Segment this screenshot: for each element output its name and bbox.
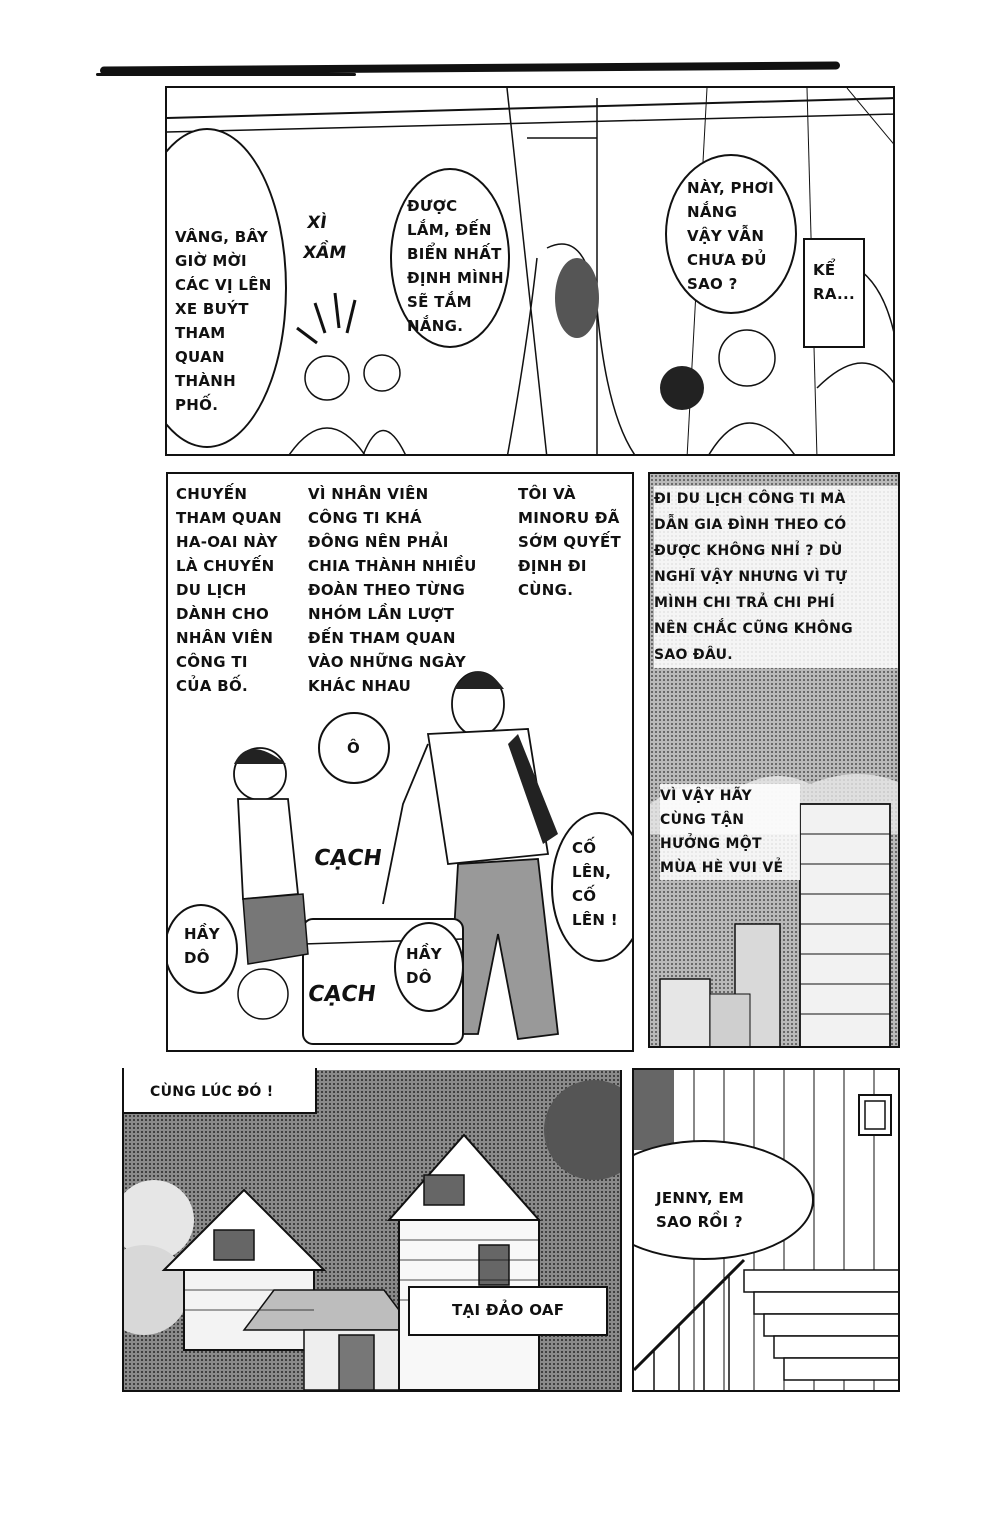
cach-sfx-bottom: CẠCH	[306, 982, 378, 1007]
co-len-speech-text: CỐ LÊN, CỐ LÊN !	[572, 839, 618, 929]
narration-bottom-text: VÌ VẬY HÃY CÙNG TẬN HƯỞNG MỘT MÙA HÈ VUI VẺ	[660, 784, 800, 880]
hay-do-mid-text: HẦY DÔ	[406, 945, 442, 987]
question-speech-text: NÀY, PHƠI NẮNG VẬY VẪN CHƯA ĐỦ SAO ?	[687, 179, 774, 293]
panel-house-interior	[632, 1068, 900, 1392]
cach-sfx-top: CẠCH	[312, 846, 384, 871]
panel-city-skyline	[648, 472, 900, 1048]
narration-column-3: TÔI VÀ MINORU ĐÃ SỚM QUYẾT ĐỊNH ĐI CÙNG.	[518, 485, 622, 599]
top-brush-stroke-thin	[96, 73, 356, 76]
caption-ke-ra-text: KỂ RA...	[813, 261, 856, 303]
hay-do-left-text: HẦY DÔ	[184, 925, 220, 967]
narration-column-2: VÌ NHÂN VIÊN CÔNG TI KHÁ ĐÔNG NÊN PHẢI CHIA THÀNH NHIỀU ĐOÀN THEO TỪNG NHÓM LẦN LƯỢT ĐẾN THAM QUAN VÀO NHỮNG NGÀY KHÁC NHAU	[308, 485, 477, 695]
caption-location-text: TẠI ĐẢO OAF	[452, 1301, 565, 1319]
guide-speech-text: VÂNG, BÂY GIỜ MỜI CÁC VỊ LÊN XE BUÝT THAM QUAN THÀNH PHỐ.	[175, 228, 272, 414]
jenny-speech-text: JENNY, EM SAO RỒI ?	[656, 1189, 745, 1231]
panel-island-house	[122, 1070, 622, 1392]
narration-column-1: CHUYẾN THAM QUAN HA-OAI NÀY LÀ CHUYẾN DU LỊCH DÀNH CHO NHÂN VIÊN CÔNG TI CỦA BỐ.	[176, 485, 282, 695]
whisper-sfx: XÌ XẦM	[301, 213, 348, 263]
o-speech-text: Ô	[347, 739, 361, 757]
panel-tour-group	[165, 86, 895, 456]
panel-luggage	[166, 472, 634, 1052]
house-illustration	[124, 1070, 622, 1392]
tanning-speech-text: ĐƯỢC LẮM, ĐẾN BIỂN NHẤT ĐỊNH MÌNH SẼ TẮM NẮNG.	[407, 197, 504, 335]
narration-top-text: ĐI DU LỊCH CÔNG TI MÀ DẪN GIA ĐÌNH THEO CÓ ĐƯỢC KHÔNG NHỈ ? DÙ NGHĨ VẬY NHƯNG VÌ TỰ MÌNH CHI TRẢ CHI PHÍ NÊN CHẮC CŨNG KHÔNG SAO ĐÂU.	[654, 486, 899, 668]
caption-same-time-text: CÙNG LÚC ĐÓ !	[150, 1084, 274, 1100]
